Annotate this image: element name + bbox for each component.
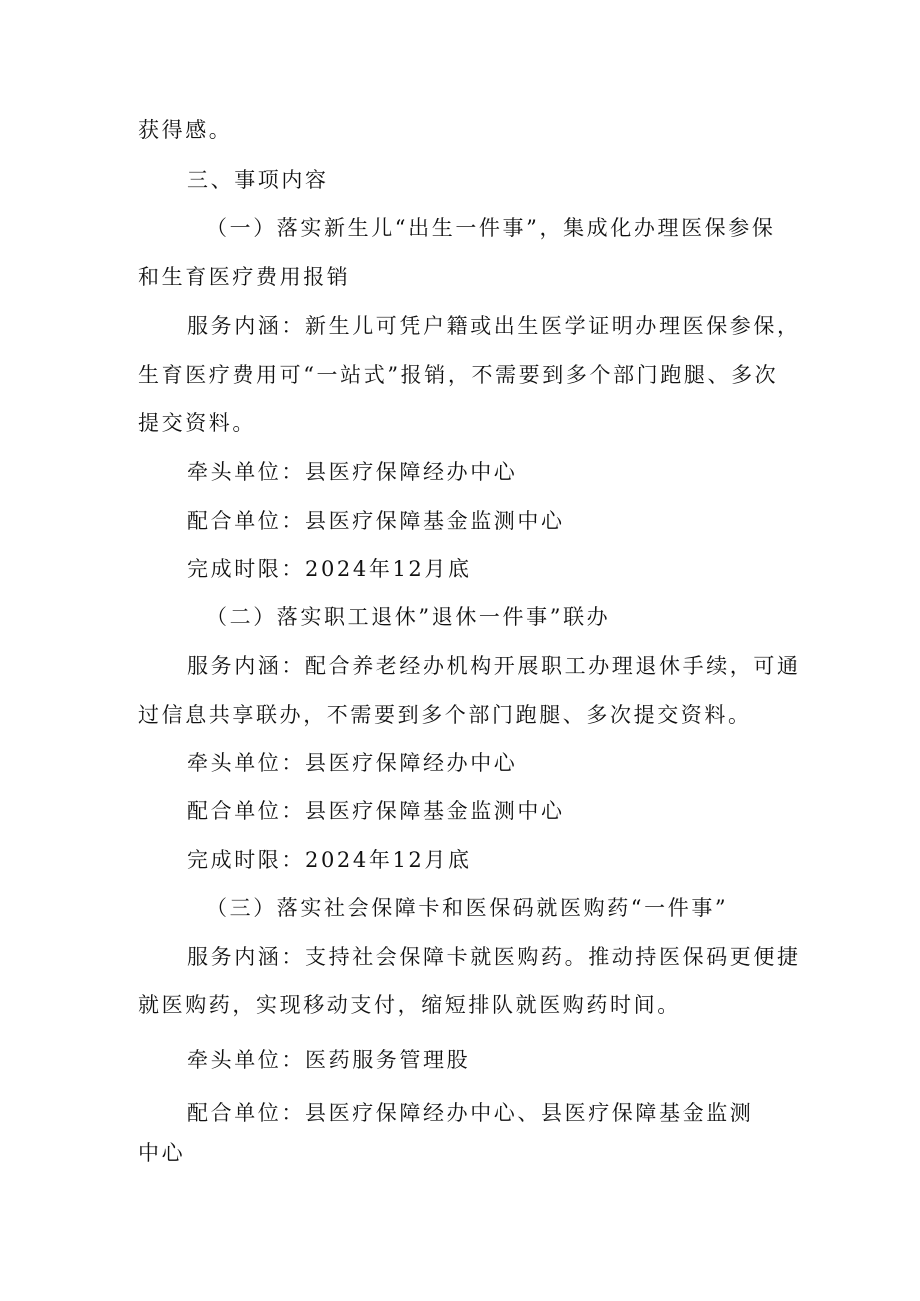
item-1-deadline: 完成时限：2024年12月底 xyxy=(187,557,472,581)
item-2-coop-unit: 配合单位：县医疗保障基金监测中心 xyxy=(187,799,565,823)
item-1-heading-line-2: 和生育医疗费用报销 xyxy=(138,265,351,289)
item-3-coop-unit-line-2: 中心 xyxy=(138,1141,186,1165)
item-1-heading-line-1: （一）落实新生儿“出生一件事”，集成化办理医保参保 xyxy=(206,216,776,240)
item-1-service-line-2: 生育医疗费用可“一站式”报销，不需要到多个部门跑腿、多次 xyxy=(138,363,779,387)
item-1-service-line-3: 提交资料。 xyxy=(138,411,256,435)
item-2-deadline: 完成时限：2024年12月底 xyxy=(187,848,472,872)
item-2-lead-unit: 牵头单位：县医疗保障经办中心 xyxy=(187,751,518,775)
item-3-heading: （三）落实社会保障卡和医保码就医购药“一件事” xyxy=(206,896,729,920)
item-1-lead-unit: 牵头单位：县医疗保障经办中心 xyxy=(187,460,518,484)
item-2-heading: （二）落实职工退休”退休一件事”联办 xyxy=(206,605,611,629)
item-2-service-line-2: 过信息共享联办，不需要到多个部门跑腿、多次提交资料。 xyxy=(138,703,752,727)
item-3-service-line-2: 就医购药，实现移动支付，缩短排队就医购药时间。 xyxy=(138,993,681,1017)
continued-paragraph-end: 获得感。 xyxy=(138,118,233,142)
section-heading: 三、事项内容 xyxy=(187,168,329,192)
item-1-coop-unit: 配合单位：县医疗保障基金监测中心 xyxy=(187,509,565,533)
item-3-coop-unit-line-1: 配合单位：县医疗保障经办中心、县医疗保障基金监测 xyxy=(187,1101,754,1125)
item-2-service-line-1: 服务内涵：配合养老经办机构开展职工办理退休手续，可通 xyxy=(187,654,801,678)
item-3-lead-unit: 牵头单位：医药服务管理股 xyxy=(187,1048,471,1072)
item-3-service-line-1: 服务内涵：支持社会保障卡就医购药。推动持医保码更便捷 xyxy=(187,945,801,969)
item-1-service-line-1: 服务内涵：新生儿可凭户籍或出生医学证明办理医保参保， xyxy=(187,314,801,338)
